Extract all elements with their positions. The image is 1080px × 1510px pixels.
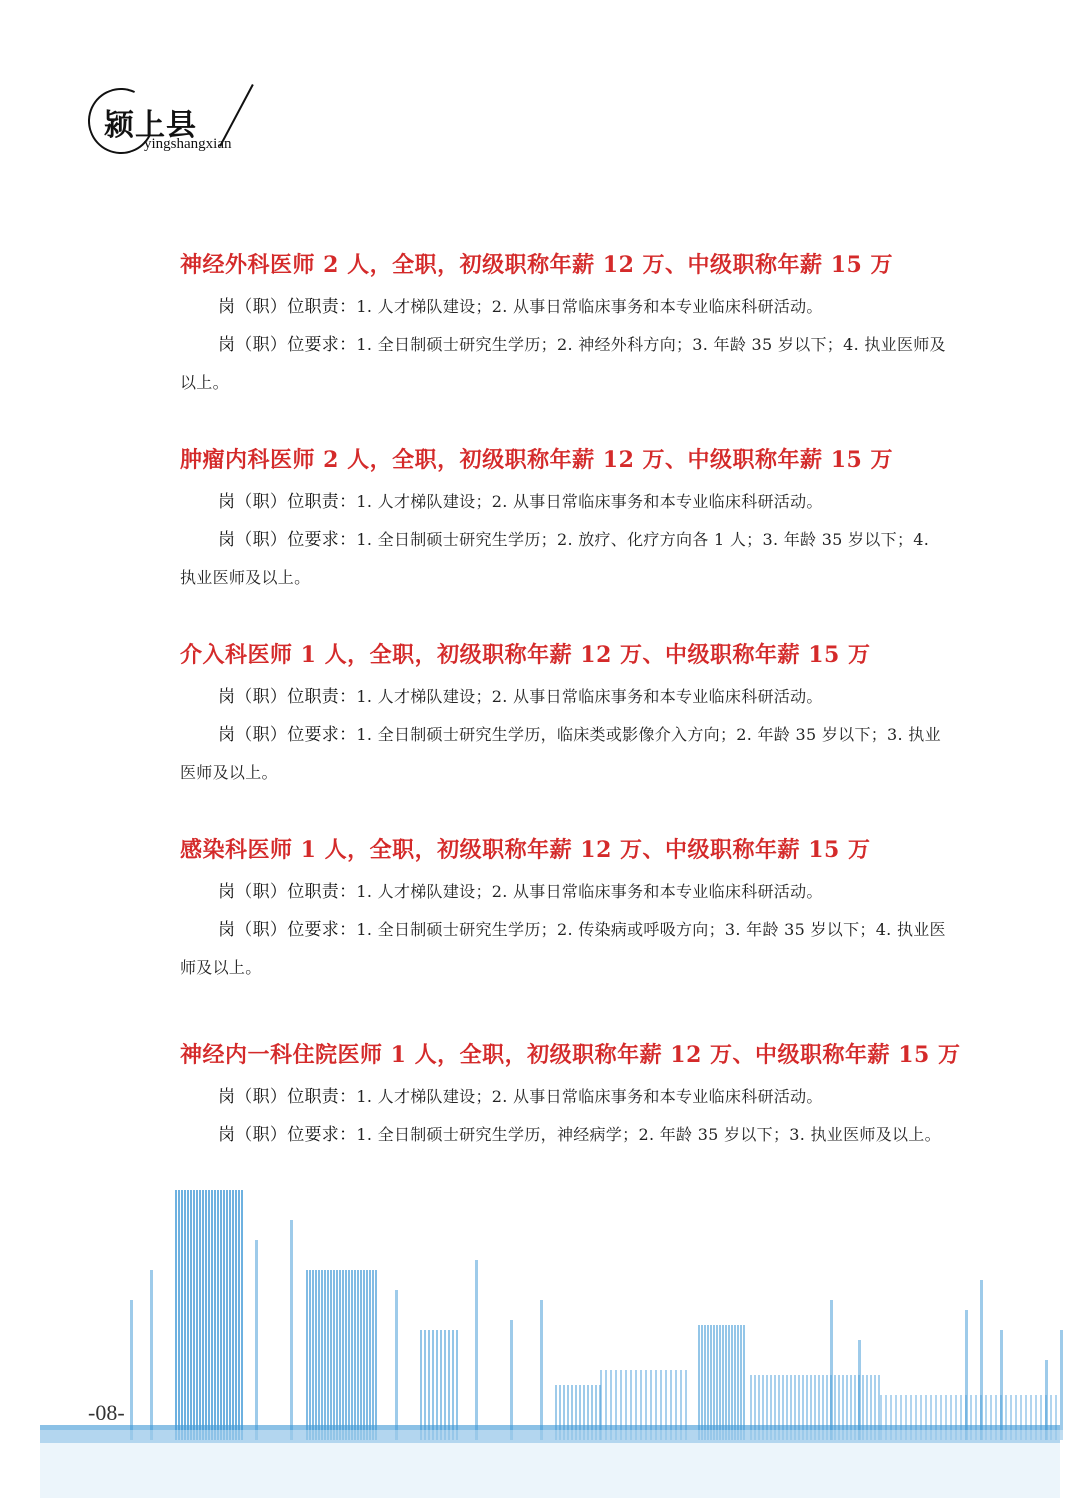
duty-label: 岗（职）位职责： [218,297,357,317]
county-logo [84,82,284,162]
logo-chinese-text: 颍上县 [104,108,197,143]
duty-label: 岗（职）位职责： [218,882,357,902]
requirement-label: 岗（职）位要求： [218,335,357,355]
job-duty [180,678,950,716]
job-title: 感染科医师 1 人，全职，初级职称年薪 12 万、中级职称年薪 15 万 [180,837,871,863]
job-requirement [180,911,950,986]
job-section-interventional [180,640,950,791]
duty-text: 1. 人才梯队建设；2. 从事日常临床事务和本专业临床科研活动。 [356,1087,823,1106]
duty-text: 1. 人才梯队建设；2. 从事日常临床事务和本专业临床科研活动。 [356,297,823,316]
job-duty [180,1078,950,1116]
requirement-text: 1. 全日制硕士研究生学历；2. 神经外科方向；3. 年龄 35 岁以下；4. 执业医师及以上。 [180,335,946,392]
job-title: 介入科医师 1 人，全职，初级职称年薪 12 万、中级职称年薪 15 万 [180,642,871,668]
job-section-neurology [180,1040,961,1154]
requirement-text: 1. 全日制硕士研究生学历，神经病学；2. 年龄 35 岁以下；3. 执业医师及以上。 [356,1125,941,1144]
requirement-text: 1. 全日制硕士研究生学历，临床类或影像介入方向；2. 年龄 35 岁以下；3. 执业医师及以上。 [180,725,941,782]
job-requirement [180,521,950,596]
logo-pinyin-text: yingshangxian [144,136,232,152]
job-requirement [180,716,950,791]
requirement-label: 岗（职）位要求： [218,725,357,745]
job-title: 肿瘤内科医师 2 人，全职，初级职称年薪 12 万、中级职称年薪 15 万 [180,447,893,473]
job-section-infectious [180,835,950,986]
duty-text: 1. 人才梯队建设；2. 从事日常临床事务和本专业临床科研活动。 [356,687,823,706]
job-duty [180,288,950,326]
requirement-label: 岗（职）位要求： [218,1125,357,1145]
duty-text: 1. 人才梯队建设；2. 从事日常临床事务和本专业临床科研活动。 [356,492,823,511]
duty-label: 岗（职）位职责： [218,492,357,512]
job-title: 神经内一科住院医师 1 人，全职，初级职称年薪 12 万、中级职称年薪 15 万 [180,1042,961,1068]
duty-label: 岗（职）位职责： [218,687,357,707]
city-skyline-illustration [0,1180,1080,1510]
job-section-oncology [180,445,950,596]
requirement-label: 岗（职）位要求： [218,530,357,550]
requirement-label: 岗（职）位要求： [218,920,357,940]
job-requirement [180,326,950,401]
job-duty [180,483,950,521]
requirement-text: 1. 全日制硕士研究生学历；2. 传染病或呼吸方向；3. 年龄 35 岁以下；4. 执业医师及以上。 [180,920,946,977]
requirement-text: 1. 全日制硕士研究生学历；2. 放疗、化疗方向各 1 人；3. 年龄 35 岁以下；4. 执业医师及以上。 [180,530,930,587]
job-requirement [180,1116,950,1154]
job-duty [180,873,950,911]
job-title: 神经外科医师 2 人，全职，初级职称年薪 12 万、中级职称年薪 15 万 [180,252,893,278]
duty-label: 岗（职）位职责： [218,1087,357,1107]
job-section-neurosurgery [180,250,950,401]
duty-text: 1. 人才梯队建设；2. 从事日常临床事务和本专业临床科研活动。 [356,882,823,901]
page-number: -08- [88,1400,125,1425]
